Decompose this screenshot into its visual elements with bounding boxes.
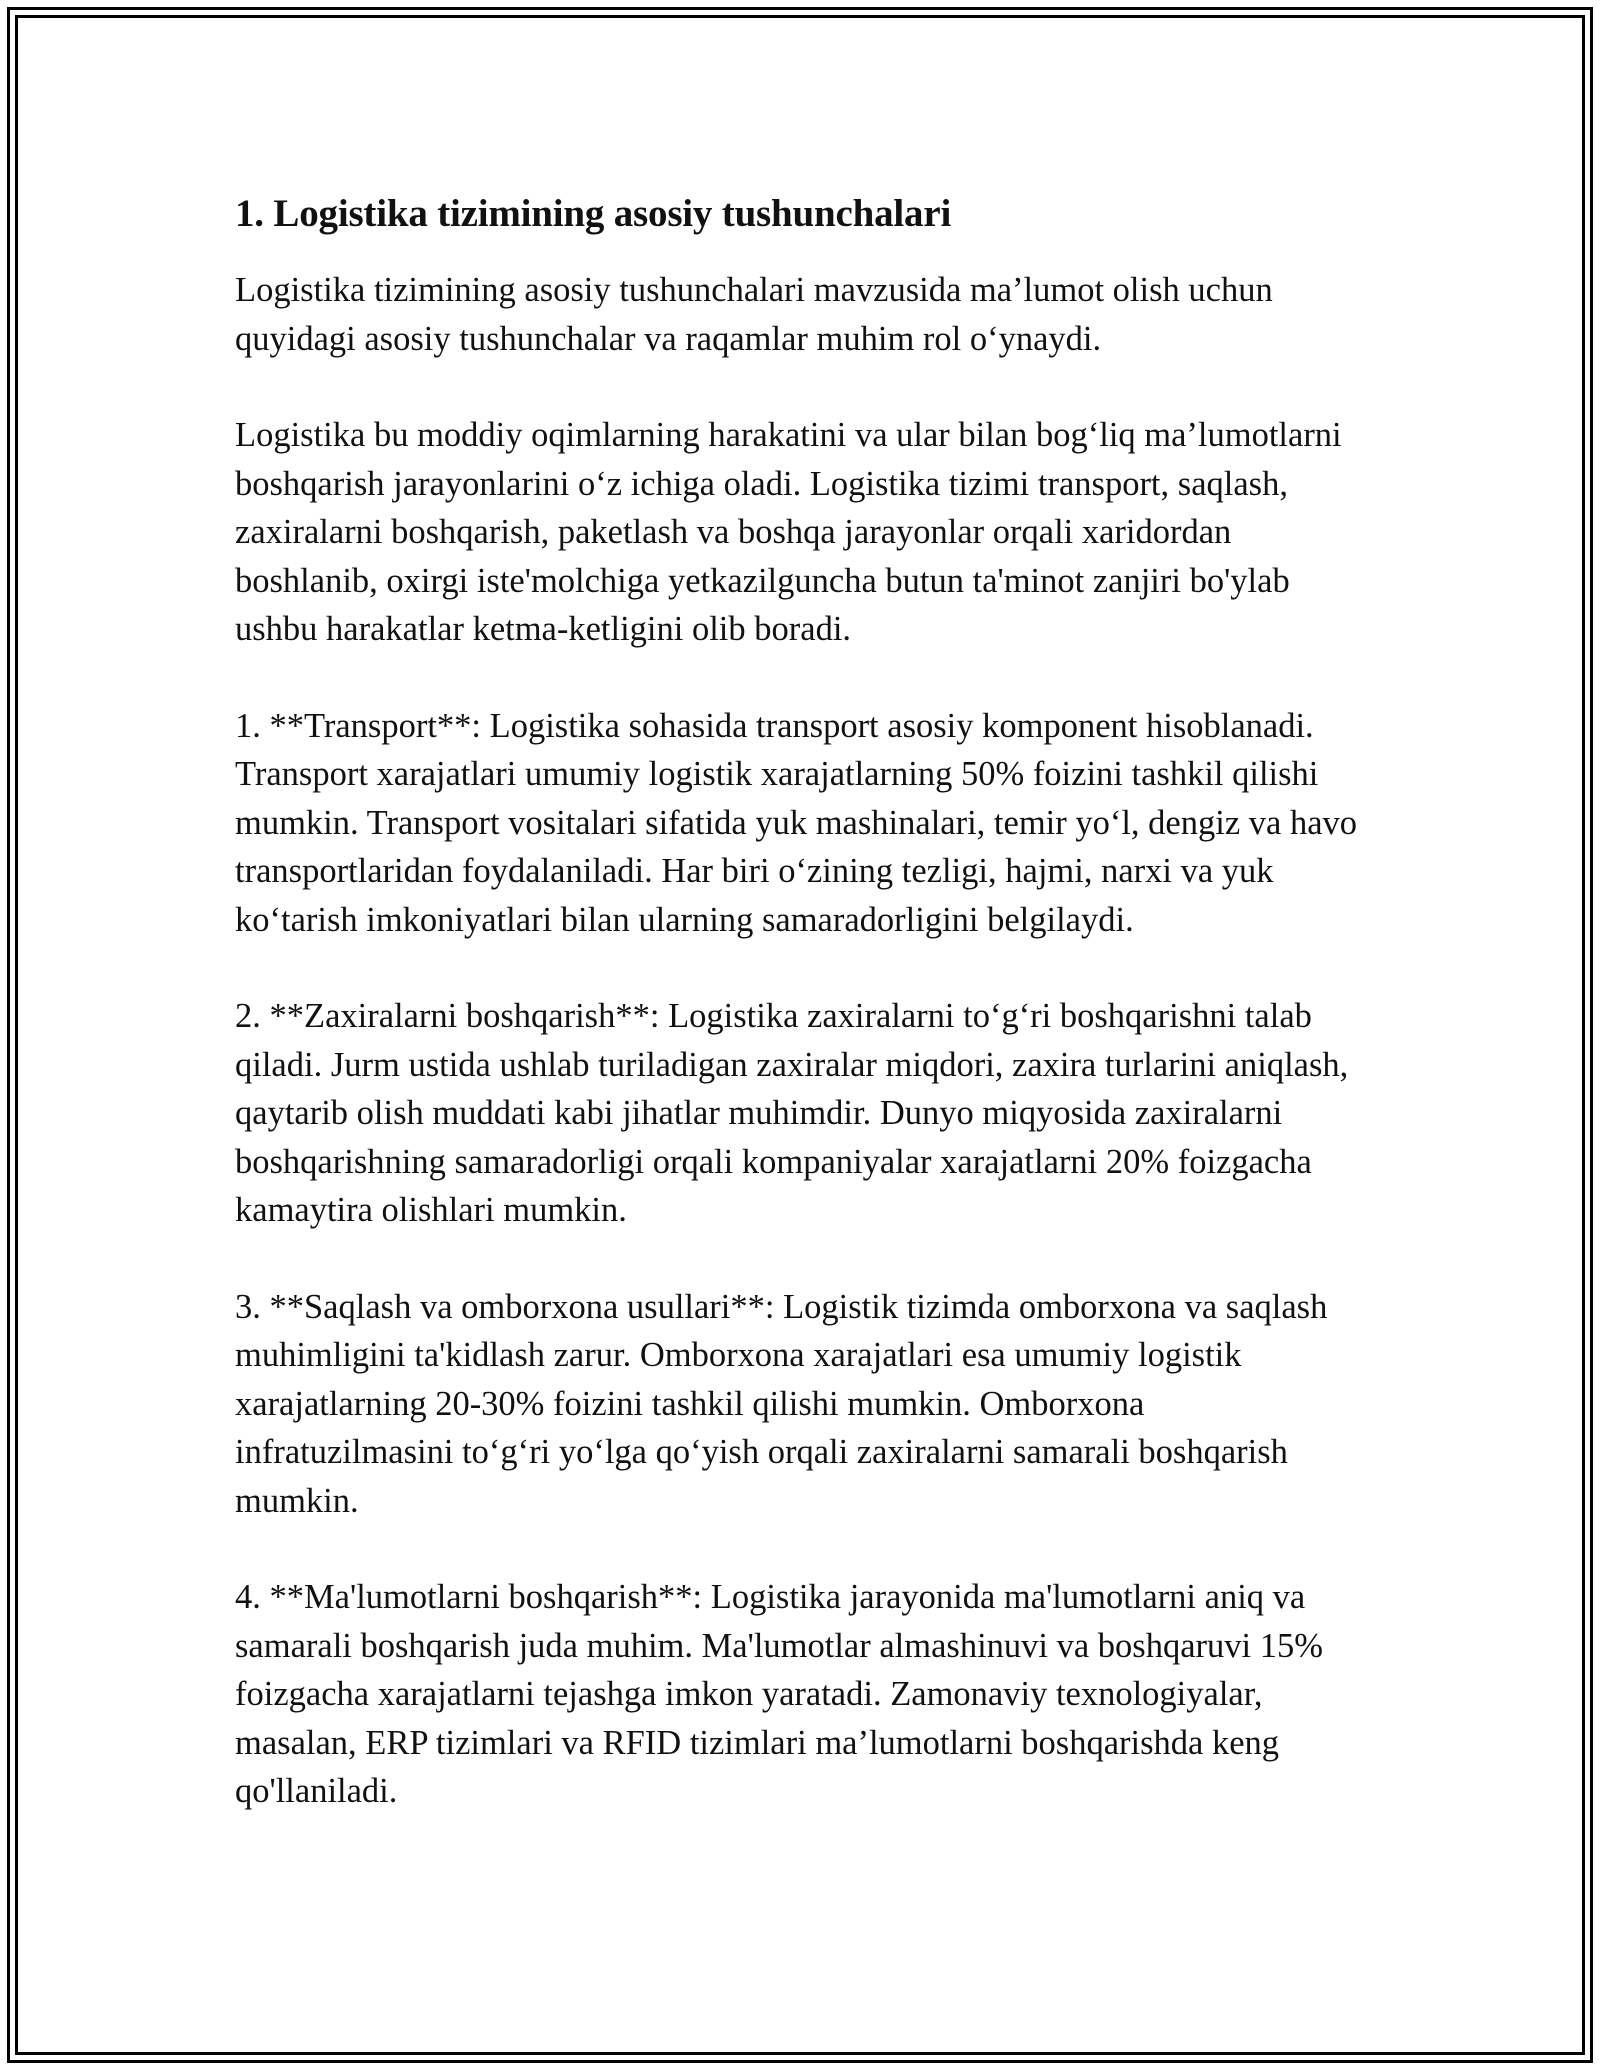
information-paragraph: 4. **Ma'lumotlarni boshqarish**: Logistika jarayonida ma'lumotlarni aniq va samarali boshqarish juda muhim. Ma'lumotlar almashinuvi va boshqaruvi 15% foizgacha xarajatlarni tejashga imkon yaratadi. Zamonaviy texnologiyalar, masalan, ERP tizimlari va RFID tizimlari ma’lumotlarni boshqarishda keng qo'llaniladi. <box>235 1578 1323 1810</box>
intro-paragraph: Logistika tizimining asosiy tushunchalari mavzusida ma’lumot olish uchun quyidagi asosiy tushunchalar va raqamlar muhim rol o‘ynaydi. <box>235 271 1273 358</box>
transport-paragraph: 1. **Transport**: Logistika sohasida transport asosiy komponent hisoblanadi. Transport xarajatlari umumiy logistik xarajatlarning 50% foizini tashkil qilishi mumkin. Transport vositalari sifatida yuk mashinalari, temir yo‘l, dengiz va havo transportlaridan foydalaniladi. Har biri o‘zining tezligi, hajmi, narxi va yuk ko‘tarish imkoniyatlari bilan ularning samaradorligini belgilaydi. <box>235 706 1358 939</box>
definition-paragraph: Logistika bu moddiy oqimlarning harakatini va ular bilan bog‘liq ma’lumotlarni boshqarish jarayonlarini o‘z ichiga oladi. Logistika tizimi transport, saqlash, zaxiralarni boshqarish, paketlash va boshqa jarayonlar orqali xaridordan boshlanib, oxirgi iste'molchiga yetkazilguncha butun ta'minot zanjiri bo'ylab ushbu harakatlar ketma-ketligini olib boradi. <box>235 416 1342 648</box>
section-heading: 1. Logistika tizimining asosiy tushunchalari <box>235 192 952 235</box>
warehouse-paragraph: 3. **Saqlash va omborxona usullari**: Logistik tizimda omborxona va saqlash muhimligini ta'kidlash zarur. Omborxona xarajatlari esa umumiy logistik xarajatlarning 20-30% foizini tashkil qilishi mumkin. Omborxona infratuzilmasini to‘g‘ri yo‘lga qo‘yish orqali zaxiralarni samarali boshqarish mumkin. <box>235 1287 1328 1520</box>
document-body <box>235 188 1370 1816</box>
inventory-paragraph: 2. **Zaxiralarni boshqarish**: Logistika zaxiralarni to‘g‘ri boshqarishni talab qiladi. Jurm ustida ushlab turiladigan zaxiralar miqdori, zaxira turlarini aniqlash, qaytarib olish muddati kabi jihatlar muhimdir. Dunyo miqyosida zaxiralarni boshqarishning samaradorligi orqali kompaniyalar xarajatlarni 20% foizgacha kamaytira olishlari mumkin. <box>235 997 1349 1229</box>
